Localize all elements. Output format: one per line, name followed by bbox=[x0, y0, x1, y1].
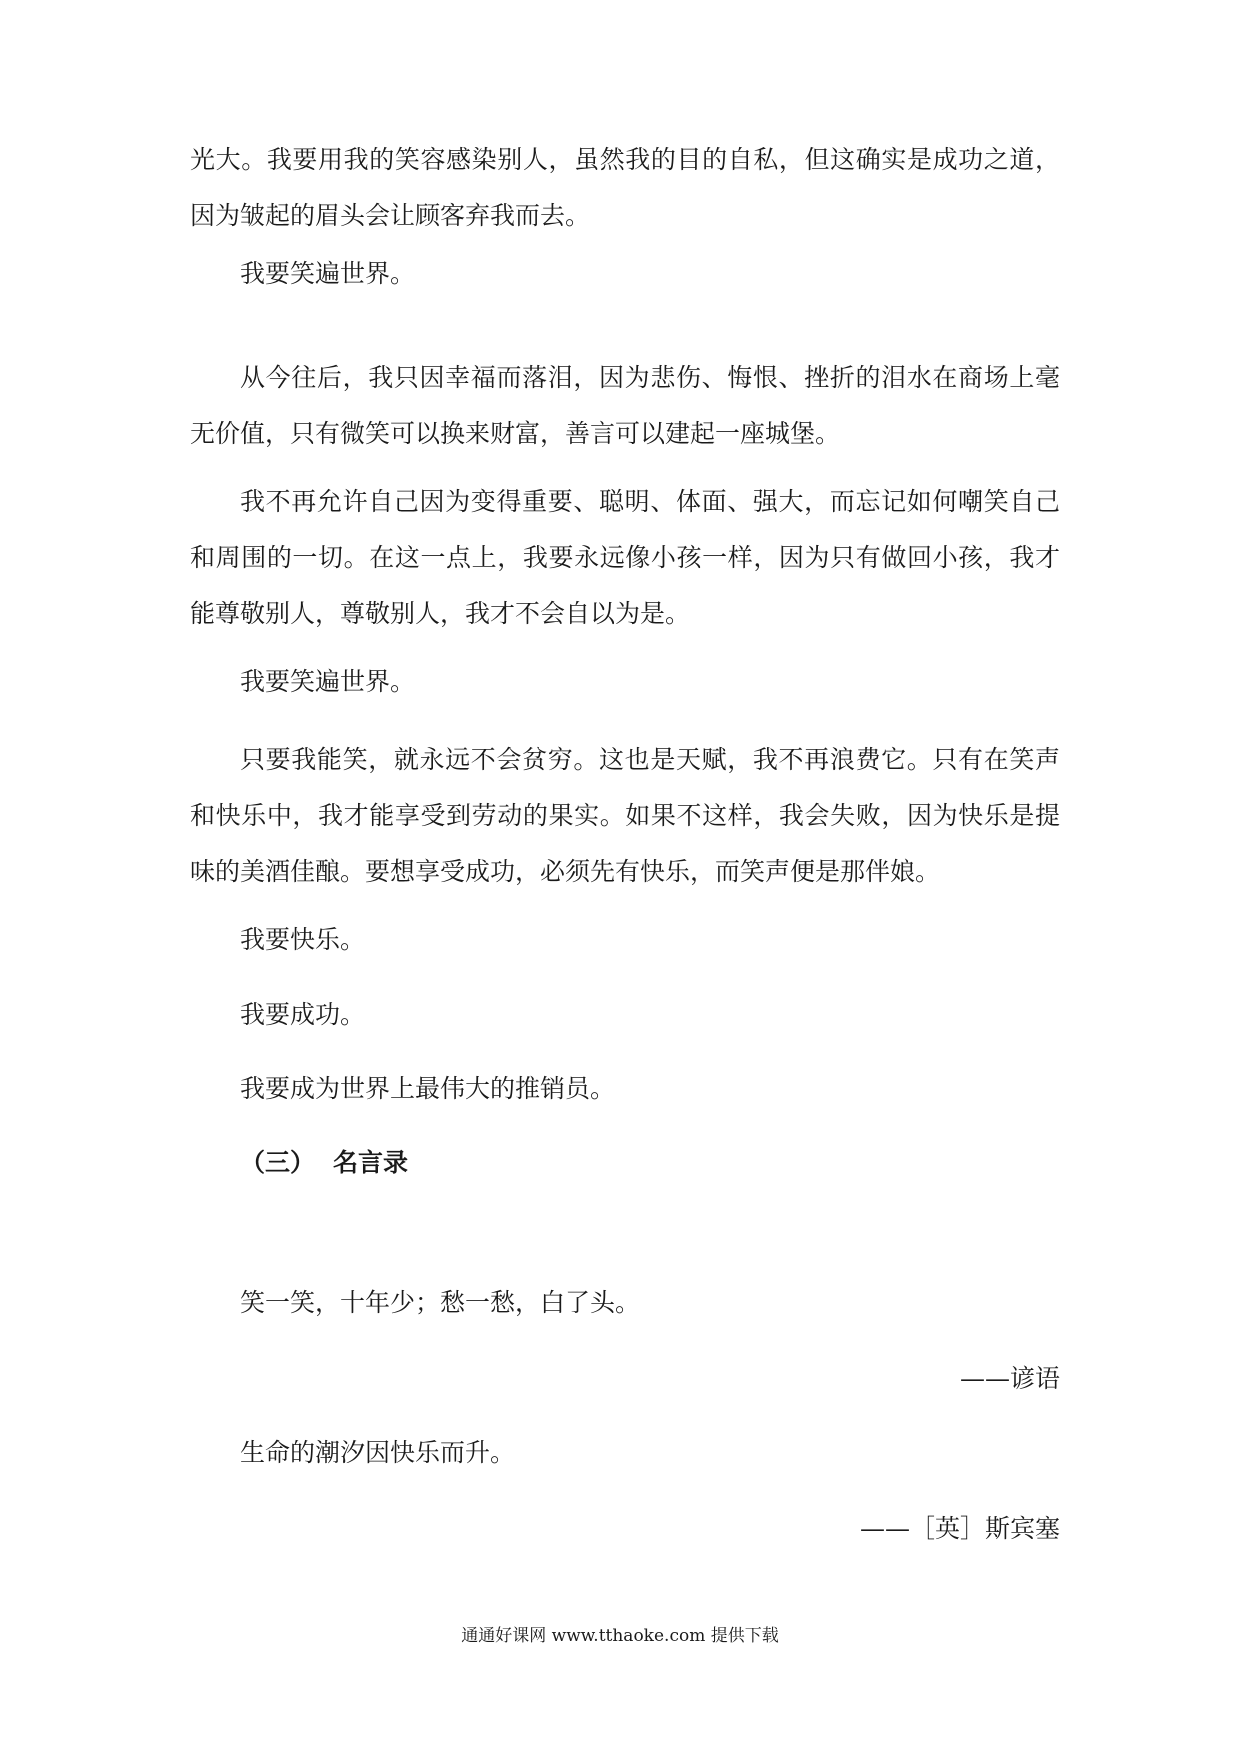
paragraph-8: 我要成功。 bbox=[240, 1000, 366, 1029]
paragraph-4: 我不再允许自己因为变得重要、聪明、体面、强大，而忘记如何嘲笑自己和周围的一切。在这一点上，我要永远像小孩一样，因为只有做回小孩，我才能尊敬别人，尊敬别人，我才不会自以为是。 bbox=[190, 487, 1060, 628]
section-heading bbox=[240, 1145, 408, 1181]
quote-1-source: ——谚语 bbox=[959, 1364, 1060, 1393]
paragraph-2: 我要笑遍世界。 bbox=[240, 259, 416, 288]
quote-1-text: 笑一笑，十年少；愁一愁，白了头。 bbox=[240, 1288, 641, 1317]
quote-2-text: 生命的潮汐因快乐而升。 bbox=[240, 1438, 516, 1467]
paragraph-9: 我要成为世界上最伟大的推销员。 bbox=[240, 1074, 616, 1103]
section-number: （三） bbox=[240, 1148, 316, 1177]
page-footer: 通通好课网 www.tthaoke.com 提供下载 bbox=[461, 1626, 779, 1646]
paragraph-5: 我要笑遍世界。 bbox=[240, 667, 416, 696]
paragraph-7: 我要快乐。 bbox=[240, 925, 366, 954]
paragraph-6: 只要我能笑，就永远不会贫穷。这也是天赋，我不再浪费它。只有在笑声和快乐中，我才能享受到劳动的果实。如果不这样，我会失败，因为快乐是提味的美酒佳酿。要想享受成功，必须先有快乐，而笑声便是那伴娘。 bbox=[190, 745, 1060, 886]
paragraph-1: 光大。我要用我的笑容感染别人，虽然我的目的自私，但这确实是成功之道，因为皱起的眉头会让顾客弃我而去。 bbox=[190, 145, 1060, 230]
paragraph-3: 从今往后，我只因幸福而落泪，因为悲伤、悔恨、挫折的泪水在商场上毫无价值，只有微笑可以换来财富，善言可以建起一座城堡。 bbox=[190, 363, 1060, 448]
quote-2-source: ——［英］斯宾塞 bbox=[859, 1514, 1060, 1543]
section-title: 名言录 bbox=[333, 1148, 409, 1177]
